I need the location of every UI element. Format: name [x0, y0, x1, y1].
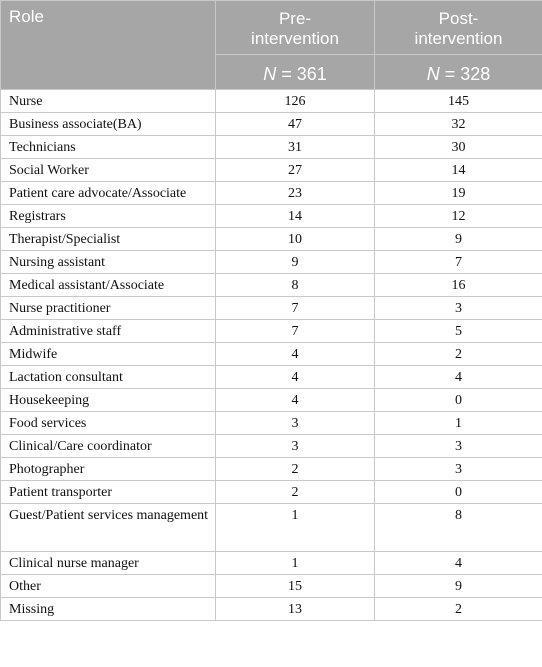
table-row — [1, 598, 542, 621]
post-value-cell: 0 — [375, 481, 542, 504]
header-role: Role — [1, 1, 216, 90]
post-value-cell: 32 — [375, 113, 542, 136]
table-row — [1, 251, 542, 274]
post-value-cell: 1 — [375, 412, 542, 435]
table-row — [1, 343, 542, 366]
pre-value-cell: 2 — [216, 458, 375, 481]
post-value-cell: 3 — [375, 435, 542, 458]
pre-value-cell: 7 — [216, 320, 375, 343]
header-pre-line2: intervention — [251, 29, 339, 48]
post-value-cell: 8 — [375, 504, 542, 552]
role-cell: Guest/Patient services management — [1, 504, 216, 552]
table-row — [1, 90, 542, 113]
pre-value-cell: 8 — [216, 274, 375, 297]
table-row — [1, 159, 542, 182]
header-post-line2: intervention — [414, 29, 503, 48]
header-pre-intervention — [216, 1, 375, 55]
pre-value-cell: 14 — [216, 205, 375, 228]
post-value-cell: 12 — [375, 205, 542, 228]
pre-value-cell: 3 — [216, 412, 375, 435]
header-pre-n — [216, 55, 375, 90]
post-value-cell: 4 — [375, 366, 542, 389]
table-row — [1, 575, 542, 598]
post-value-cell: 2 — [375, 343, 542, 366]
pre-n-value: = 361 — [276, 64, 327, 84]
pre-value-cell: 31 — [216, 136, 375, 159]
pre-value-cell: 10 — [216, 228, 375, 251]
post-value-cell: 145 — [375, 90, 542, 113]
role-cell: Midwife — [1, 343, 216, 366]
role-cell: Photographer — [1, 458, 216, 481]
table-row — [1, 320, 542, 343]
role-cell: Clinical nurse manager — [1, 552, 216, 575]
post-value-cell: 16 — [375, 274, 542, 297]
pre-value-cell: 7 — [216, 297, 375, 320]
pre-value-cell: 1 — [216, 552, 375, 575]
table-row — [1, 113, 542, 136]
pre-value-cell: 4 — [216, 366, 375, 389]
role-cell: Lactation consultant — [1, 366, 216, 389]
post-value-cell: 3 — [375, 297, 542, 320]
role-cell: Nurse — [1, 90, 216, 113]
table-row — [1, 458, 542, 481]
post-value-cell: 3 — [375, 458, 542, 481]
table-row — [1, 366, 542, 389]
pre-value-cell: 23 — [216, 182, 375, 205]
table-row — [1, 182, 542, 205]
post-value-cell: 30 — [375, 136, 542, 159]
pre-value-cell: 3 — [216, 435, 375, 458]
table-row — [1, 228, 542, 251]
role-cell: Social Worker — [1, 159, 216, 182]
table-row — [1, 205, 542, 228]
n-symbol: N — [426, 64, 440, 84]
pre-value-cell: 15 — [216, 575, 375, 598]
pre-value-cell: 9 — [216, 251, 375, 274]
role-cell: Housekeeping — [1, 389, 216, 412]
header-pre-line1: Pre- — [278, 9, 312, 28]
post-value-cell: 2 — [375, 598, 542, 621]
role-cell: Food services — [1, 412, 216, 435]
role-cell: Medical assistant/Associate — [1, 274, 216, 297]
table-body — [1, 90, 542, 621]
pre-value-cell: 27 — [216, 159, 375, 182]
post-value-cell: 9 — [375, 228, 542, 251]
post-n-value: = 328 — [439, 64, 491, 84]
pre-value-cell: 47 — [216, 113, 375, 136]
role-cell: Therapist/Specialist — [1, 228, 216, 251]
table-row — [1, 389, 542, 412]
post-value-cell: 5 — [375, 320, 542, 343]
post-value-cell: 14 — [375, 159, 542, 182]
table-row — [1, 274, 542, 297]
post-value-cell: 4 — [375, 552, 542, 575]
role-cell: Clinical/Care coordinator — [1, 435, 216, 458]
pre-value-cell: 4 — [216, 343, 375, 366]
table-row — [1, 297, 542, 320]
role-cell: Patient transporter — [1, 481, 216, 504]
table-row — [1, 481, 542, 504]
role-cell: Registrars — [1, 205, 216, 228]
table-header — [1, 1, 542, 90]
post-value-cell: 7 — [375, 251, 542, 274]
pre-value-cell: 1 — [216, 504, 375, 552]
role-cell: Other — [1, 575, 216, 598]
table-row — [1, 435, 542, 458]
header-post-line1: Post- — [438, 9, 479, 28]
role-cell: Patient care advocate/Associate — [1, 182, 216, 205]
role-cell: Nursing assistant — [1, 251, 216, 274]
pre-value-cell: 126 — [216, 90, 375, 113]
header-post-n — [375, 55, 542, 90]
role-cell: Business associate(BA) — [1, 113, 216, 136]
pre-value-cell: 13 — [216, 598, 375, 621]
post-value-cell: 0 — [375, 389, 542, 412]
role-cell: Missing — [1, 598, 216, 621]
role-cell: Technicians — [1, 136, 216, 159]
role-cell: Administrative staff — [1, 320, 216, 343]
n-symbol: N — [263, 64, 277, 84]
table-row — [1, 412, 542, 435]
pre-value-cell: 2 — [216, 481, 375, 504]
post-value-cell: 19 — [375, 182, 542, 205]
post-value-cell: 9 — [375, 575, 542, 598]
table-row — [1, 136, 542, 159]
header-post-intervention — [375, 1, 542, 55]
table-row — [1, 552, 542, 575]
table-row — [1, 504, 542, 552]
role-cell: Nurse practitioner — [1, 297, 216, 320]
pre-value-cell: 4 — [216, 389, 375, 412]
